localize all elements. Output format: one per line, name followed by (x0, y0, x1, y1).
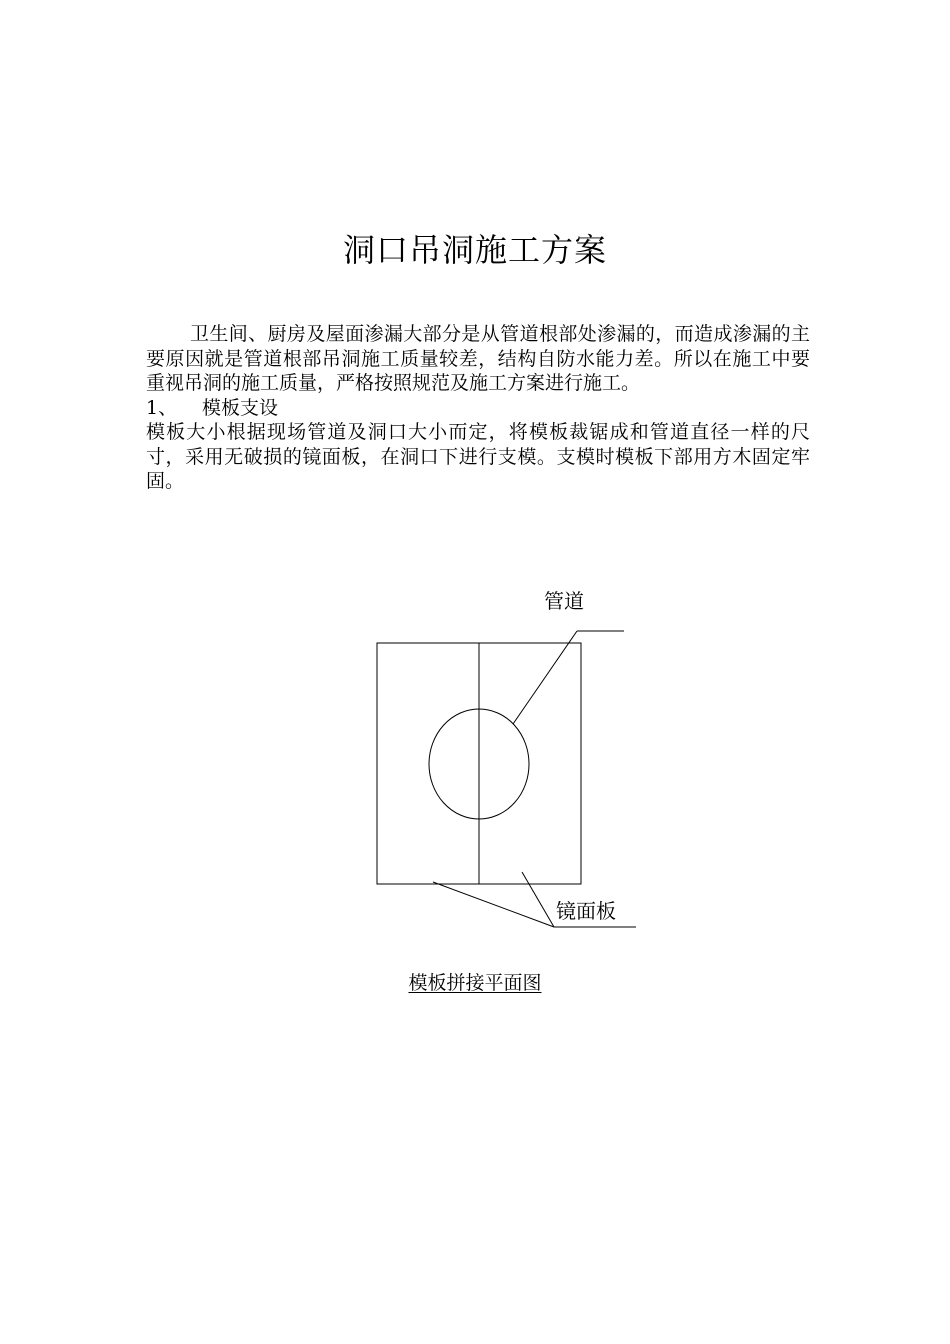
section-heading-text: 模板支设 (202, 396, 279, 419)
figure-caption (0, 970, 950, 996)
page-title: 洞口吊洞施工方案 (342, 231, 607, 269)
section-number: 1、 (146, 396, 178, 419)
intro-paragraph: 卫生间、厨房及屋面渗漏大部分是从管道根部处渗漏的，而造成渗漏的主要原因就是管道根部吊洞施工质量较差，结构自防水能力差。所以在施工中要重视吊洞的施工质量，严格按照规范及施工方案进行施工。 (146, 323, 810, 394)
board-leader-line-left (433, 882, 554, 927)
pipe-leader-line (513, 631, 577, 724)
board-leader-line-right (522, 872, 554, 927)
figure-caption-text: 模板拼接平面图 (408, 972, 542, 994)
board-label: 镜面板 (556, 899, 616, 923)
section-body: 模板大小根据现场管道及洞口大小而定，将模板裁锯成和管道直径一样的尺寸，采用无破损的镜面板，在洞口下进行支模。支模时模板下部用方木固定牢固。 (146, 421, 810, 492)
pipe-label: 管道 (544, 589, 584, 613)
